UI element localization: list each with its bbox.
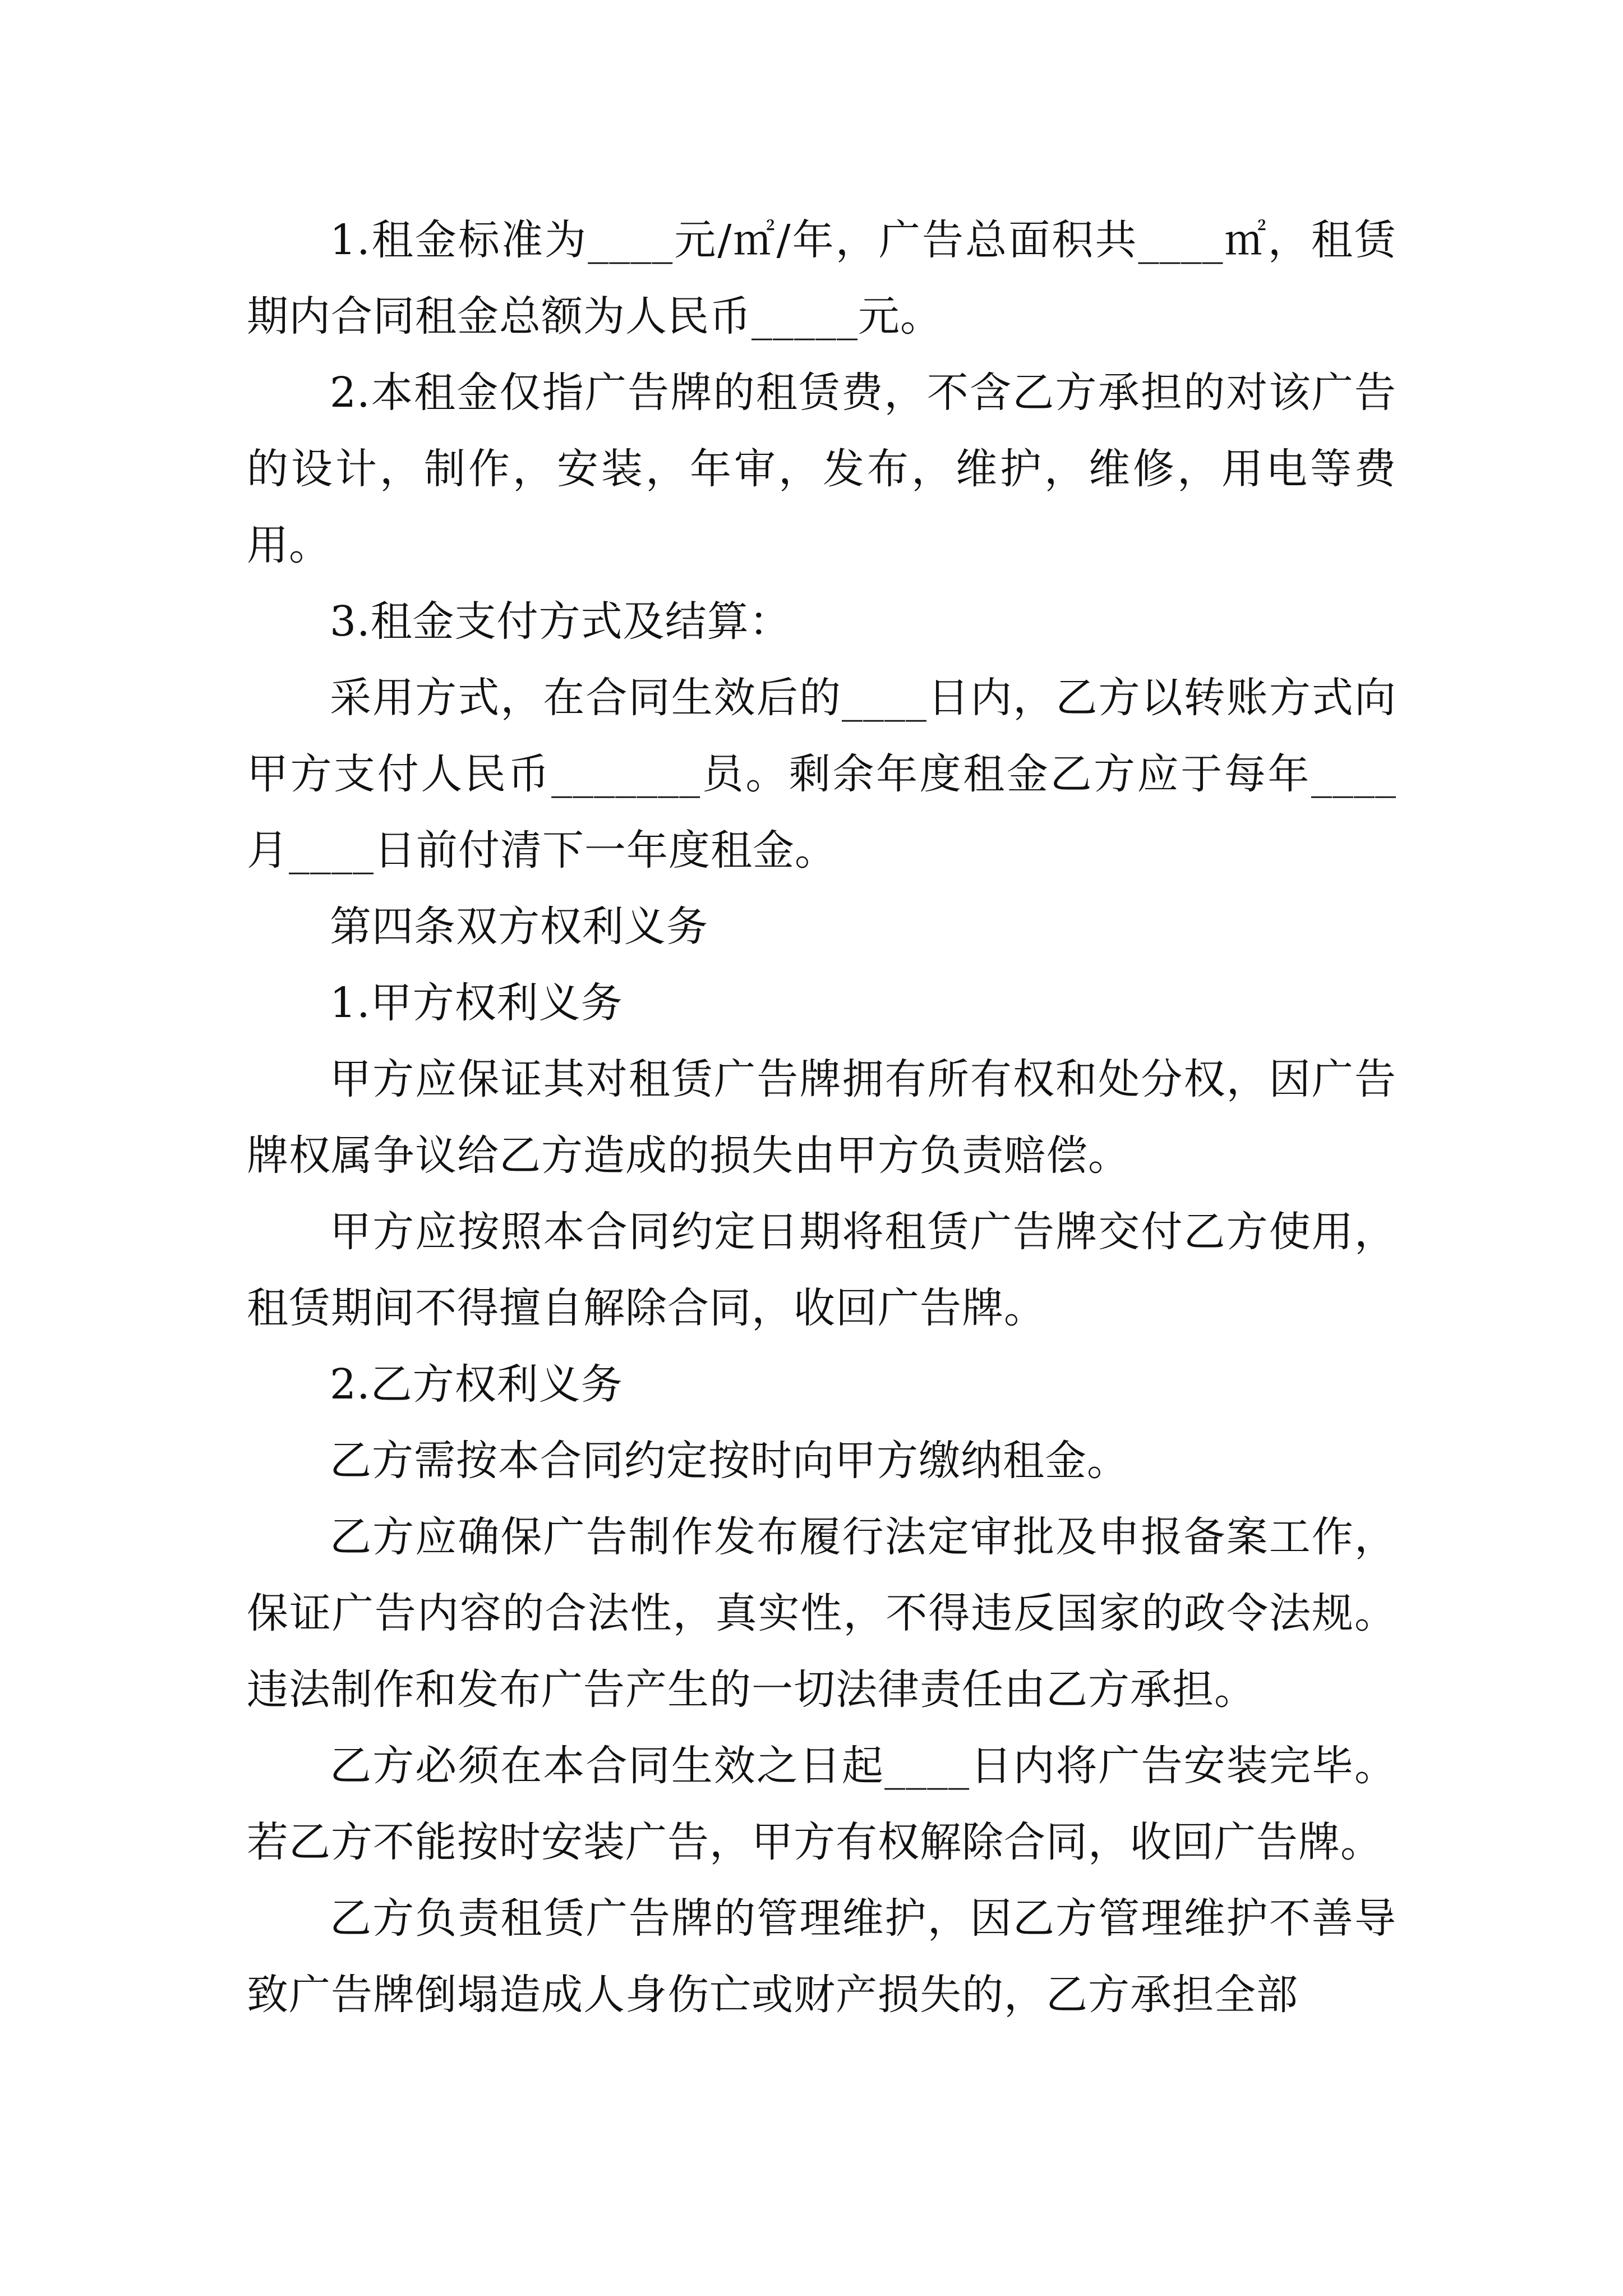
paragraph-party-b-maintenance: 乙方负责租赁广告牌的管理维护，因乙方管理维护不善导致广告牌倒塌造成人身伤亡或财产损失的，乙方承担全部 (247, 1894, 1396, 2019)
paragraph-party-a-ownership: 甲方应保证其对租赁广告牌拥有所有权和处分权，因广告牌权属争议给乙方造成的损失由甲方负责赔偿。 (247, 1055, 1396, 1180)
paragraph-payment-heading: 3.租金支付方式及结算： (330, 597, 791, 646)
document-body (247, 202, 1396, 2033)
subheading-party-a: 1.甲方权利义务 (330, 979, 623, 1027)
paragraph-rent-scope: 2.本租金仅指广告牌的租赁费，不含乙方承担的对该广告的设计，制作，安装，年审，发布，维护，维修，用电等费用。 (247, 369, 1396, 569)
section-heading-rights-obligations: 第四条双方权利义务 (330, 903, 708, 951)
paragraph-party-b-rent: 乙方需按本合同约定按时向甲方缴纳租金。 (330, 1437, 1129, 1485)
subheading-party-b: 2.乙方权利义务 (330, 1360, 623, 1409)
paragraph-rent-standard: 1.租金标准为____元/㎡/年，广告总面积共____㎡，租赁期内合同租金总额为人民币_____元。 (247, 216, 1396, 341)
paragraph-party-b-approval: 乙方应确保广告制作发布履行法定审批及申报备案工作，保证广告内容的合法性，真实性，不得违反国家的政令法规。违法制作和发布广告产生的一切法律责任由乙方承担。 (247, 1513, 1396, 1714)
paragraph-payment-method: 采用方式，在合同生效后的____日内，乙方以转账方式向甲方支付人民币_______员。剩余年度租金乙方应于每年____月____日前付清下一年度租金。 (247, 674, 1396, 875)
paragraph-party-a-delivery: 甲方应按照本合同约定日期将租赁广告牌交付乙方使用，租赁期间不得擅自解除合同，收回广告牌。 (247, 1208, 1396, 1332)
paragraph-party-b-installation: 乙方必须在本合同生效之日起____日内将广告安装完毕。若乙方不能按时安装广告，甲方有权解除合同，收回广告牌。 (247, 1742, 1396, 1866)
